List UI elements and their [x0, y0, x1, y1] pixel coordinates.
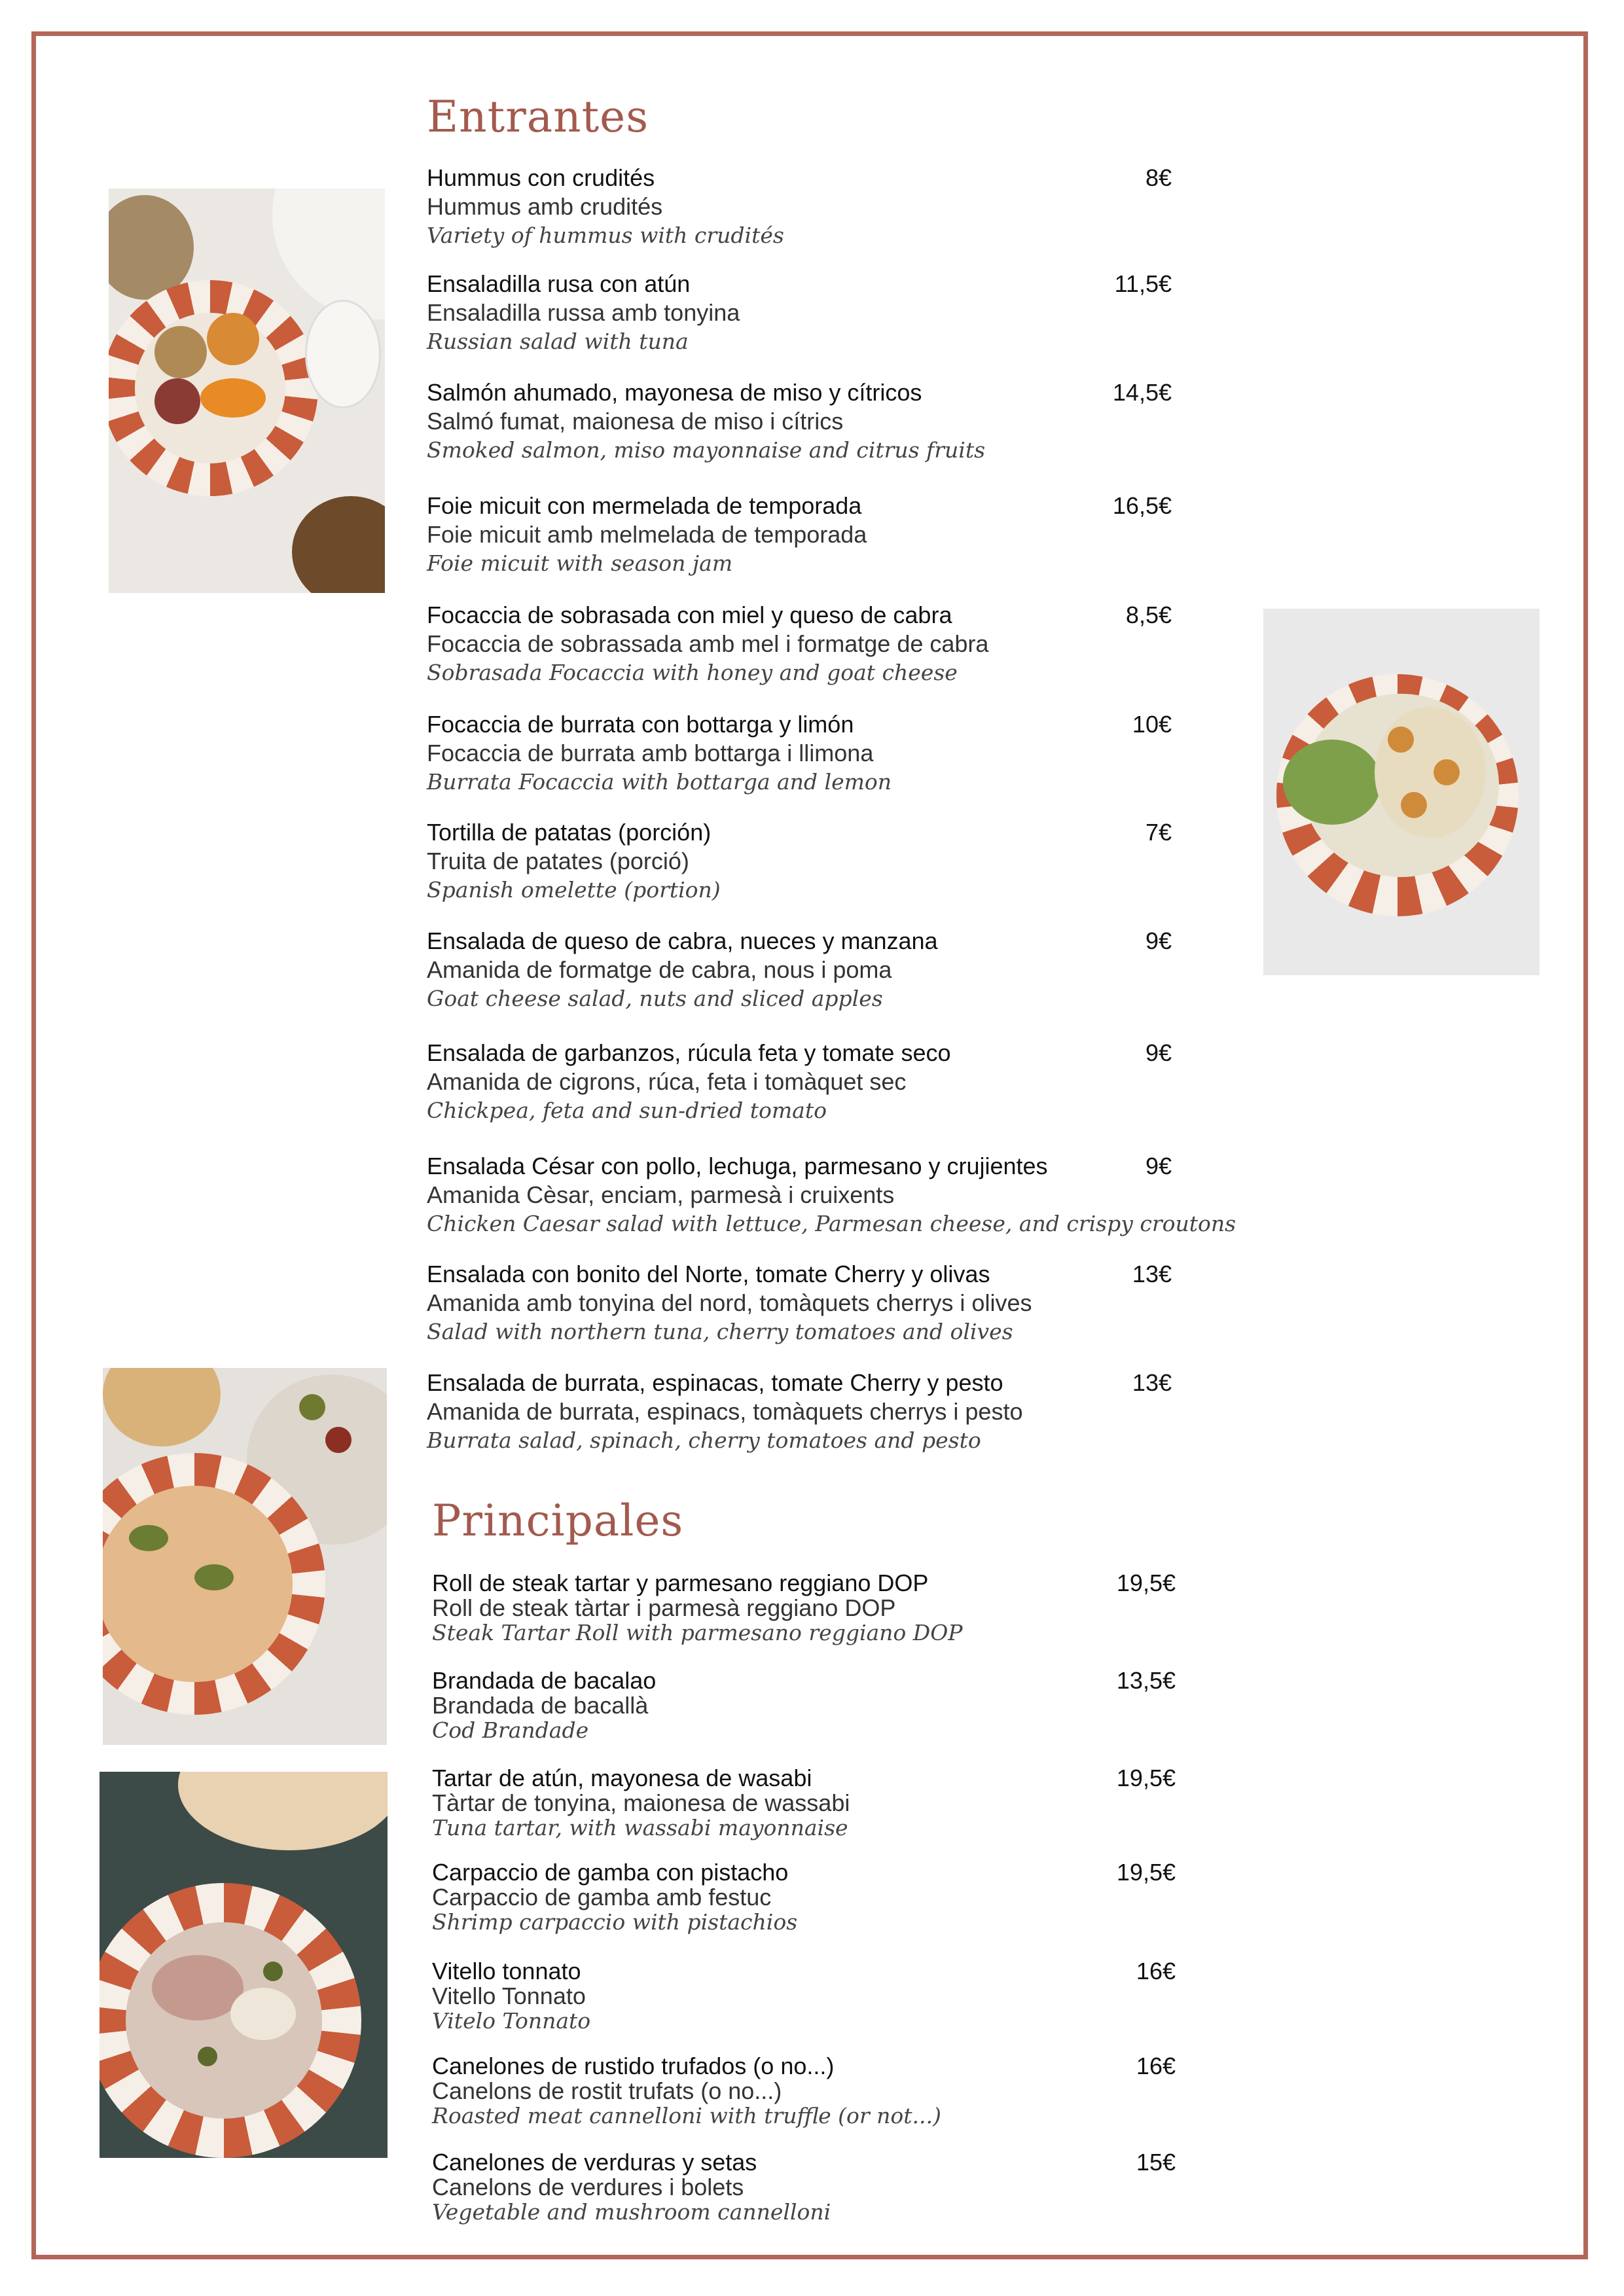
item-catalan: Foie micuit amb melmelada de temporada — [427, 521, 867, 548]
item-name: Tortilla de patatas (porción) — [427, 819, 712, 846]
item-catalan: Focaccia de burrata amb bottarga i llimona — [427, 740, 874, 766]
item-catalan: Amanida Cèsar, enciam, parmesà i cruixents — [427, 1181, 895, 1208]
item-price: 7€ — [1145, 819, 1172, 846]
menu-item — [432, 1571, 1237, 1645]
item-price: 13€ — [1132, 1369, 1172, 1396]
caesar-salad-photo — [1263, 609, 1540, 975]
item-english: Roasted meat cannelloni with truffle (or not...) — [432, 2103, 941, 2128]
item-english: Smoked salmon, miso mayonnaise and citrus fruits — [427, 437, 986, 463]
menu-item — [427, 601, 1232, 687]
item-english: Burrata Focaccia with bottarga and lemon — [427, 769, 892, 795]
item-catalan: Vitello Tonnato — [432, 1982, 586, 2009]
item-name: Hummus con crudités — [427, 164, 655, 191]
item-english: Chickpea, feta and sun-dried tomato — [427, 1098, 827, 1123]
item-name: Ensalada con bonito del Norte, tomate Cherry y olivas — [427, 1261, 990, 1287]
section-title-entrantes: Entrantes — [427, 92, 649, 142]
item-catalan: Truita de patates (porció) — [427, 848, 689, 874]
item-english: Spanish omelette (portion) — [427, 877, 721, 903]
item-name: Tartar de atún, mayonesa de wasabi — [432, 1765, 812, 1791]
item-name: Vitello tonnato — [432, 1958, 581, 1984]
menu-item — [432, 1860, 1237, 1935]
item-price: 8,5€ — [1125, 601, 1172, 628]
item-english: Tuna tartar, with wassabi mayonnaise — [432, 1815, 848, 1840]
menu-item — [427, 270, 1232, 356]
item-catalan: Canelons de verdures i bolets — [432, 2174, 744, 2200]
item-english: Russian salad with tuna — [427, 329, 689, 354]
item-name: Brandada de bacalao — [432, 1667, 657, 1694]
item-english: Steak Tartar Roll with parmesano reggiano DOP — [432, 1620, 963, 1645]
item-catalan: Brandada de bacallà — [432, 1692, 649, 1719]
item-price: 19,5€ — [1116, 1570, 1176, 1596]
item-english: Sobrasada Focaccia with honey and goat cheese — [427, 660, 958, 685]
menu-item — [427, 1369, 1232, 1455]
item-price: 16€ — [1136, 1958, 1176, 1984]
item-english: Burrata salad, spinach, cherry tomatoes and pesto — [427, 1427, 981, 1453]
item-name: Canelones de verduras y setas — [432, 2149, 757, 2176]
item-english: Salad with northern tuna, cherry tomatoes and olives — [427, 1319, 1013, 1344]
menu-item — [432, 1766, 1237, 1840]
item-price: 16,5€ — [1112, 492, 1172, 519]
item-name: Focaccia de sobrasada con miel y queso de cabra — [427, 601, 952, 628]
item-catalan: Roll de steak tàrtar i parmesà reggiano DOP — [432, 1594, 896, 1621]
item-english: Shrimp carpaccio with pistachios — [432, 1909, 798, 1935]
menu-item — [432, 2054, 1237, 2128]
item-price: 8€ — [1145, 164, 1172, 191]
item-name: Foie micuit con mermelada de temporada — [427, 492, 862, 519]
menu-item — [427, 378, 1232, 465]
item-catalan: Amanida de burrata, espinacs, tomàquets cherrys i pesto — [427, 1398, 1023, 1425]
item-name: Ensalada César con pollo, lechuga, parmesano y crujientes — [427, 1153, 1048, 1179]
item-price: 9€ — [1145, 927, 1172, 954]
menu-item — [427, 1039, 1232, 1125]
item-name: Ensalada de burrata, espinacas, tomate Cherry y pesto — [427, 1369, 1003, 1396]
item-name: Ensalada de garbanzos, rúcula feta y tomate seco — [427, 1039, 951, 1066]
item-english: Cod Brandade — [432, 1717, 589, 1743]
item-name: Roll de steak tartar y parmesano reggiano DOP — [432, 1570, 929, 1596]
item-catalan: Amanida de formatge de cabra, nous i poma — [427, 956, 892, 983]
item-english: Foie micuit with season jam — [427, 550, 733, 576]
item-catalan: Carpaccio de gamba amb festuc — [432, 1884, 772, 1910]
item-price: 19,5€ — [1116, 1765, 1176, 1791]
item-catalan: Hummus amb crudités — [427, 193, 663, 220]
item-catalan: Ensaladilla russa amb tonyina — [427, 299, 740, 326]
item-price: 14,5€ — [1112, 379, 1172, 406]
item-english: Variety of hummus with crudités — [427, 223, 784, 248]
item-price: 13€ — [1132, 1261, 1172, 1287]
item-price: 9€ — [1145, 1153, 1172, 1179]
item-english: Goat cheese salad, nuts and sliced apples — [427, 986, 883, 1011]
menu-item — [427, 492, 1232, 578]
menu-item — [432, 1959, 1237, 2034]
item-english: Vegetable and mushroom cannelloni — [432, 2199, 831, 2225]
item-catalan: Focaccia de sobrassada amb mel i formatge de cabra — [427, 630, 989, 657]
item-price: 10€ — [1132, 711, 1172, 738]
item-price: 15€ — [1136, 2149, 1176, 2176]
item-price: 19,5€ — [1116, 1859, 1176, 1886]
item-catalan: Amanida amb tonyina del nord, tomàquets cherrys i olives — [427, 1289, 1032, 1316]
item-price: 16€ — [1136, 2053, 1176, 2079]
menu-item — [427, 164, 1232, 250]
menu-item — [427, 1152, 1236, 1238]
menu-item — [427, 818, 1232, 905]
item-name: Ensalada de queso de cabra, nueces y manzana — [427, 927, 938, 954]
item-catalan: Salmó fumat, maionesa de miso i cítrics — [427, 408, 844, 435]
item-price: 11,5€ — [1114, 270, 1172, 297]
section-title-principales: Principales — [432, 1496, 684, 1546]
menu-item — [432, 2150, 1237, 2225]
item-english: Vitelo Tonnato — [432, 2008, 591, 2034]
item-price: 13,5€ — [1116, 1667, 1176, 1694]
item-catalan: Amanida de cigrons, rúca, feta i tomàquet sec — [427, 1068, 907, 1095]
item-name: Carpaccio de gamba con pistacho — [432, 1859, 789, 1886]
menu-item — [427, 927, 1232, 1013]
item-english: Chicken Caesar salad with lettuce, Parmesan cheese, and crispy croutons — [427, 1211, 1236, 1236]
menu-item — [432, 1668, 1237, 1743]
menu-item — [427, 1260, 1232, 1346]
burrata-salad-photo — [103, 1368, 387, 1745]
hummus-photo — [109, 188, 385, 593]
item-catalan: Canelons de rostit trufats (o no...) — [432, 2077, 782, 2104]
item-name: Focaccia de burrata con bottarga y limón — [427, 711, 854, 738]
vitello-tonnato-photo — [99, 1772, 388, 2158]
menu-item — [427, 710, 1232, 797]
item-price: 9€ — [1145, 1039, 1172, 1066]
item-name: Salmón ahumado, mayonesa de miso y cítricos — [427, 379, 922, 406]
item-name: Ensaladilla rusa con atún — [427, 270, 691, 297]
item-catalan: Tàrtar de tonyina, maionesa de wassabi — [432, 1789, 850, 1816]
item-name: Canelones de rustido trufados (o no...) — [432, 2053, 835, 2079]
